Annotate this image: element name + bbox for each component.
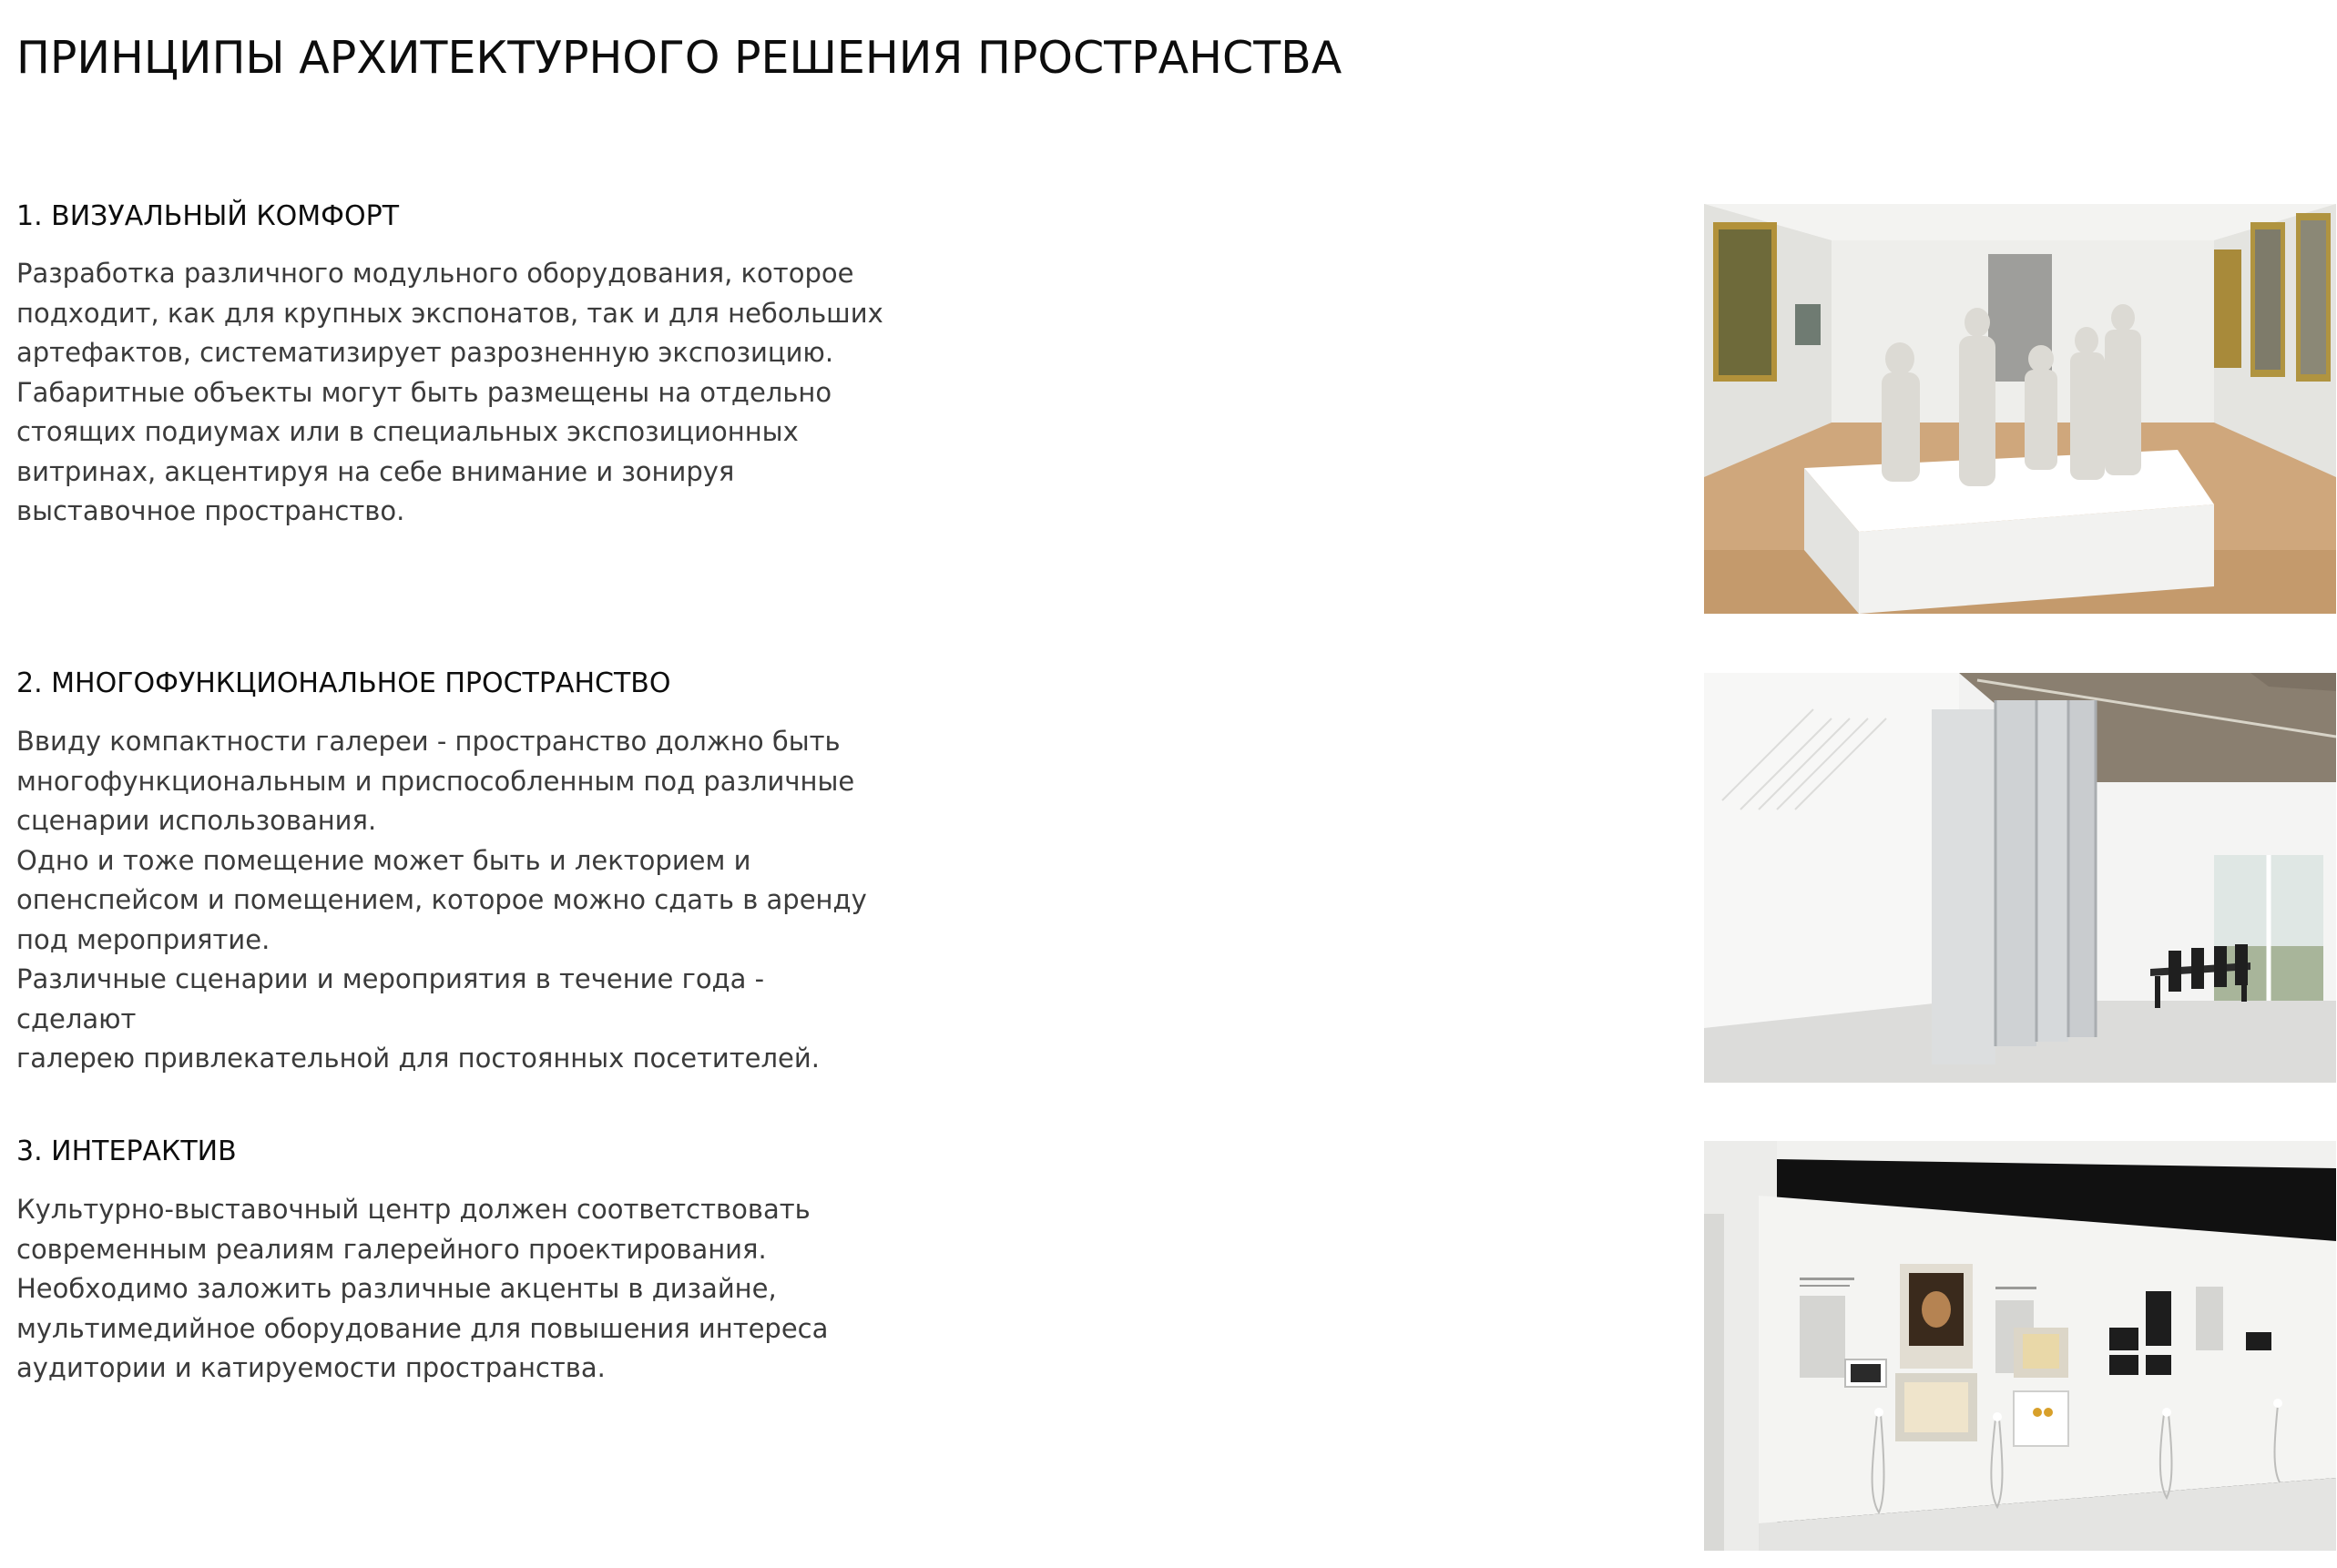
section-body-multifunctional-space: Ввиду компактности галереи - пространство должно быть многофункциональным и приспособленным под различные сценарии использования. Одно и тоже помещение может быть и лекторием и опенспейсом и помещением, которое можно сдать в аренду под мероприятие. Различные сценарии и мероприятия в течение года - сделают галерею привлекательной для постоянных посетителей.	[16, 726, 867, 1074]
gallery-sculptures-photo	[1704, 204, 2336, 614]
multifunctional-hall-photo	[1704, 673, 2336, 1083]
section-heading-multifunctional-space: 2. МНОГОФУНКЦИОНАЛЬНОЕ ПРОСТРАНСТВО	[16, 667, 671, 699]
section-body-interactive: Культурно-выставочный центр должен соответствовать современным реалиям галерейного проектирования. Необходимо заложить различные акценты в дизайне, мультимедийное оборудование для повышения интереса аудитории и катируемости пространства.	[16, 1194, 829, 1383]
section-heading-interactive: 3. ИНТЕРАКТИВ	[16, 1135, 237, 1167]
page-title: ПРИНЦИПЫ АРХИТЕКТУРНОГО РЕШЕНИЯ ПРОСТРАНСТВА	[16, 31, 1342, 84]
section-heading-visual-comfort: 1. ВИЗУАЛЬНЫЙ КОМФОРТ	[16, 200, 400, 232]
interactive-exhibition-photo	[1704, 1141, 2336, 1551]
section-body-visual-comfort: Разработка различного модульного оборудования, которое подходит, как для крупных экспонатов, так и для небольших артефактов, систематизирует разрозненную экспозицию. Габаритные объекты могут быть размещены на отдельно стоящих подиумах или в специальных экспозиционных витринах, акцентируя на себе внимание и зонируя выставочное пространство.	[16, 258, 883, 526]
